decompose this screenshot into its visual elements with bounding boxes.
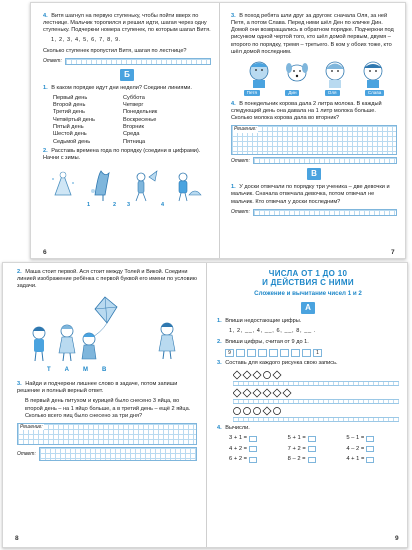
task-text: В поход ребята шли друг за другом: сначала Оля, за ней Петя, а потом Слава. Перед ними шёл Ден по кличке Дин. Домой они возвращались в обратном порядке. Подчеркни под рисунком одной чертой того, кто шёл домой первым, двумя – второго по порядку, тремя – третьего. В ком у обоих тоже, кто шёл домой последним.: [231, 13, 394, 55]
page-number: 6: [43, 249, 47, 256]
boy-petya-icon: [250, 62, 268, 88]
weekday-item: Пятница: [123, 138, 146, 145]
empty-cell[interactable]: [269, 349, 278, 357]
child-masha-icon: [82, 333, 96, 359]
answer-line[interactable]: [233, 399, 399, 404]
task-number: 1.: [217, 318, 222, 325]
task-text: Маша стоит первой. Ася стоит между Толей и Викой. Соедини линией изображение ребёнка с первой буквой его имени по условию задачи.: [17, 269, 197, 290]
calc-answer-box[interactable]: [249, 457, 257, 463]
task-3: [217, 360, 399, 367]
hikers-illustration: [231, 59, 397, 89]
task-3: [231, 13, 397, 56]
task-text: В каком порядке идут дни недели? Соедини линиями.: [51, 84, 192, 91]
task-text: Составь для каждого рисунка свою запись.: [225, 359, 338, 366]
weekday-item: Суббота: [123, 94, 145, 101]
dog-din-icon: [286, 63, 308, 81]
empty-cell[interactable]: [280, 349, 289, 357]
calc-expression: 7 + 2 =: [287, 445, 306, 452]
task-4: [217, 425, 399, 432]
seasons-illustration: [43, 165, 211, 207]
calc-item: [288, 435, 341, 442]
task-text: В понедельник корова дала 2 литра молока. В каждый следующий день она давала на 1 литр молока больше. Сколько молока корова дала во вторник?: [231, 100, 382, 122]
empty-cell[interactable]: [302, 349, 311, 357]
task-4: [231, 101, 397, 122]
letter-option: А: [64, 367, 70, 374]
section-letter: А: [301, 302, 315, 314]
weekday-item: Четверг: [123, 102, 144, 109]
task-number: 2.: [217, 338, 222, 345]
page-6: [43, 13, 211, 207]
task-4: [43, 13, 211, 34]
section-letter: В: [307, 168, 321, 180]
page-number: 7: [391, 249, 395, 256]
task-1: [231, 184, 397, 205]
calc-expression: 6 + 2 =: [229, 455, 248, 462]
task-1: [217, 318, 399, 325]
page-number: 8: [15, 535, 19, 542]
calc-answer-box[interactable]: [366, 436, 374, 442]
name-tag: Петя: [244, 90, 260, 96]
calc-item: [288, 446, 341, 453]
number-sequence: 1, 2, __, 4, __, 6, __, 8, __ .: [229, 328, 317, 335]
letter-option: М: [83, 367, 89, 374]
season-number: 4: [161, 202, 165, 208]
weekday-item: Воскресенье: [123, 116, 157, 123]
empty-cell[interactable]: [291, 349, 300, 357]
task-number: 1.: [43, 84, 48, 91]
calc-expression: 3 + 1 =: [229, 435, 248, 442]
gutter: [219, 3, 220, 258]
season-spring-icon: [179, 173, 201, 201]
first-letters: [47, 367, 197, 375]
task-body: В первый день питухом и курицей было снесено 3 яйца, во второй день – на 1 яйцо больше, а в третий день – ещё 2 яйца. Сколько всего яиц было снесено за три дня?: [25, 398, 191, 419]
day-item: Седьмой день: [53, 138, 91, 145]
shapes-row-3: [233, 406, 399, 416]
task-number: 1.: [231, 184, 236, 191]
task-text: Вычисли.: [225, 424, 250, 431]
task-number: 4.: [217, 424, 222, 431]
page-9: [217, 269, 399, 463]
task-text: Расставь времена года по порядку (соедини в цифрами). Начни с зимы.: [43, 147, 201, 161]
calc-item: [229, 446, 282, 453]
calc-item: [229, 435, 282, 442]
diamond-shapes: [233, 388, 323, 398]
task-text: Впиши цифры, считая от 9 до 1.: [225, 338, 309, 345]
calc-item: [229, 456, 282, 463]
calc-answer-box[interactable]: [366, 446, 374, 452]
letter-option: В: [102, 367, 107, 374]
top-spread: [30, 2, 406, 259]
child-asya-icon: [59, 325, 75, 361]
empty-cell[interactable]: [258, 349, 267, 357]
task-number: 2.: [43, 147, 48, 154]
answer-row: [231, 209, 397, 216]
task-number: 4.: [231, 100, 236, 107]
bottom-spread: [2, 262, 408, 548]
answer-label: Ответ:: [231, 157, 250, 164]
chapter-title: [217, 269, 399, 287]
calc-item: [346, 456, 399, 463]
season-number: 1: [87, 202, 91, 208]
answer-row: [17, 447, 197, 461]
answer-line[interactable]: [233, 417, 399, 422]
task-number: 3.: [231, 13, 236, 19]
task-question: Сколько ступенек пропустил Витя, шагая по лестнице?: [43, 47, 187, 54]
chapter-subtitle: Сложение и вычитание чисел 1 и 2: [254, 290, 362, 298]
section-letter: Б: [120, 69, 134, 81]
answer-field[interactable]: [253, 209, 397, 216]
boy-slava-icon: [364, 62, 382, 88]
name-tag: Дин: [285, 90, 299, 96]
calc-item: [346, 446, 399, 453]
answer-line[interactable]: [233, 381, 399, 386]
kite-icon: [89, 297, 117, 339]
answer-row: [231, 157, 397, 164]
task-2: [17, 269, 197, 290]
children-illustration: [17, 293, 197, 369]
task-number: 2.: [17, 269, 22, 275]
name-tag: Слава: [365, 90, 385, 96]
weekday-item: Вторник: [123, 124, 144, 130]
calc-expression: 4 + 1 =: [346, 455, 365, 462]
circle-shapes: [233, 406, 303, 416]
calc-answer-box[interactable]: [249, 436, 257, 442]
solution-field[interactable]: [17, 423, 197, 445]
calc-expression: 5 + 1 =: [287, 435, 306, 442]
last-number-cell: 1: [313, 349, 322, 357]
day-item: Пятый день: [53, 124, 84, 130]
child-tolya-icon: [33, 327, 45, 361]
calc-item: [346, 435, 399, 442]
page-7: [231, 13, 397, 216]
day-item: Четвёртый день: [53, 116, 95, 123]
child-vika-icon: [159, 323, 175, 359]
calc-grid: [229, 435, 399, 463]
solution-field[interactable]: [231, 125, 397, 155]
answer-row: [43, 58, 211, 65]
answer-field[interactable]: [39, 447, 197, 461]
solution-label: Решение:: [234, 126, 257, 133]
task-text: У доски отвечали по порядку три ученика – две девочки и мальчик. Сначала отвечала девочка, потом отвечал не мальчик. Кто отвечал у доски последним?: [231, 184, 390, 205]
day-item: Второй день: [53, 102, 86, 109]
letter-option: Т: [47, 367, 51, 374]
shapes-row-2: [233, 388, 399, 398]
season-winter-icon: [52, 172, 74, 195]
gutter: [206, 263, 207, 547]
answer-label: Ответ:: [17, 450, 36, 457]
season-autumn-icon: [91, 171, 109, 201]
day-item: Первый день: [53, 94, 88, 101]
task-text: Найди и подчеркни лишнее слово в задаче, потом запиши решение и полный верный ответ.: [17, 381, 178, 395]
calc-answer-box[interactable]: [366, 457, 374, 463]
shapes-row-1: [233, 370, 399, 380]
names-row: [231, 90, 397, 96]
task-number: 4.: [43, 13, 48, 19]
weekday-item: Среда: [123, 131, 140, 138]
solution-label: Решение:: [20, 423, 43, 430]
calc-expression: 8 – 2 =: [287, 455, 306, 462]
steps-sequence: 1, 2, 3, 4, 5, 6, 7, 8, 9.: [51, 37, 122, 44]
task-2: [43, 148, 211, 162]
task-number: 3.: [217, 359, 222, 366]
answer-label: Ответ:: [43, 58, 62, 65]
countdown-row: [225, 349, 399, 357]
calc-answer-box[interactable]: [249, 446, 257, 452]
weekday-list: [123, 95, 157, 146]
task-2: [217, 339, 399, 346]
season-number: 2: [113, 202, 117, 208]
first-number-cell: 9: [225, 349, 234, 357]
calc-expression: 5 – 1 =: [346, 435, 365, 442]
weekday-item: Понедельник: [123, 109, 158, 116]
chapter-title-line: И ДЕЙСТВИЯ С НИМИ: [262, 278, 354, 288]
answer-field[interactable]: [253, 157, 397, 164]
diamond-circle-shapes: [233, 370, 303, 380]
empty-cell[interactable]: [236, 349, 245, 357]
page-number: 9: [395, 535, 399, 542]
season-number: 3: [127, 202, 131, 208]
page-8: [17, 269, 197, 461]
calc-expression: 4 – 2 =: [346, 445, 365, 452]
calc-item: [288, 456, 341, 463]
chapter-title-line: ЧИСЛА ОТ 1 ДО 10: [268, 269, 348, 278]
season-summer-icon: [136, 171, 157, 201]
empty-cell[interactable]: [247, 349, 256, 357]
task-text: Витя шагнул на первую ступеньку, чтобы пойти вверх по лестнице. Мальчик торопился и решил идти, шагая через одну ступеньку. Подчеркни номера ступенек, по которым шагал Витя.: [43, 13, 211, 34]
day-item: Третий день: [53, 109, 85, 116]
days-list: [53, 95, 113, 146]
task-1: [43, 85, 211, 92]
calc-answer-box[interactable]: [308, 446, 316, 452]
day-item: Шестой день: [53, 131, 87, 138]
calc-expression: 4 + 2 =: [229, 445, 248, 452]
weekday-match: [53, 95, 211, 146]
girl-olya-icon: [326, 62, 344, 88]
answer-field[interactable]: [65, 58, 211, 65]
answer-label: Ответ:: [231, 209, 250, 216]
calc-answer-box[interactable]: [308, 436, 316, 442]
calc-answer-box[interactable]: [308, 457, 316, 463]
task-number: 3.: [17, 381, 22, 388]
task-text: Впиши недостающие цифры.: [225, 318, 302, 325]
task-3: [17, 381, 197, 395]
name-tag: Оля: [325, 90, 340, 96]
